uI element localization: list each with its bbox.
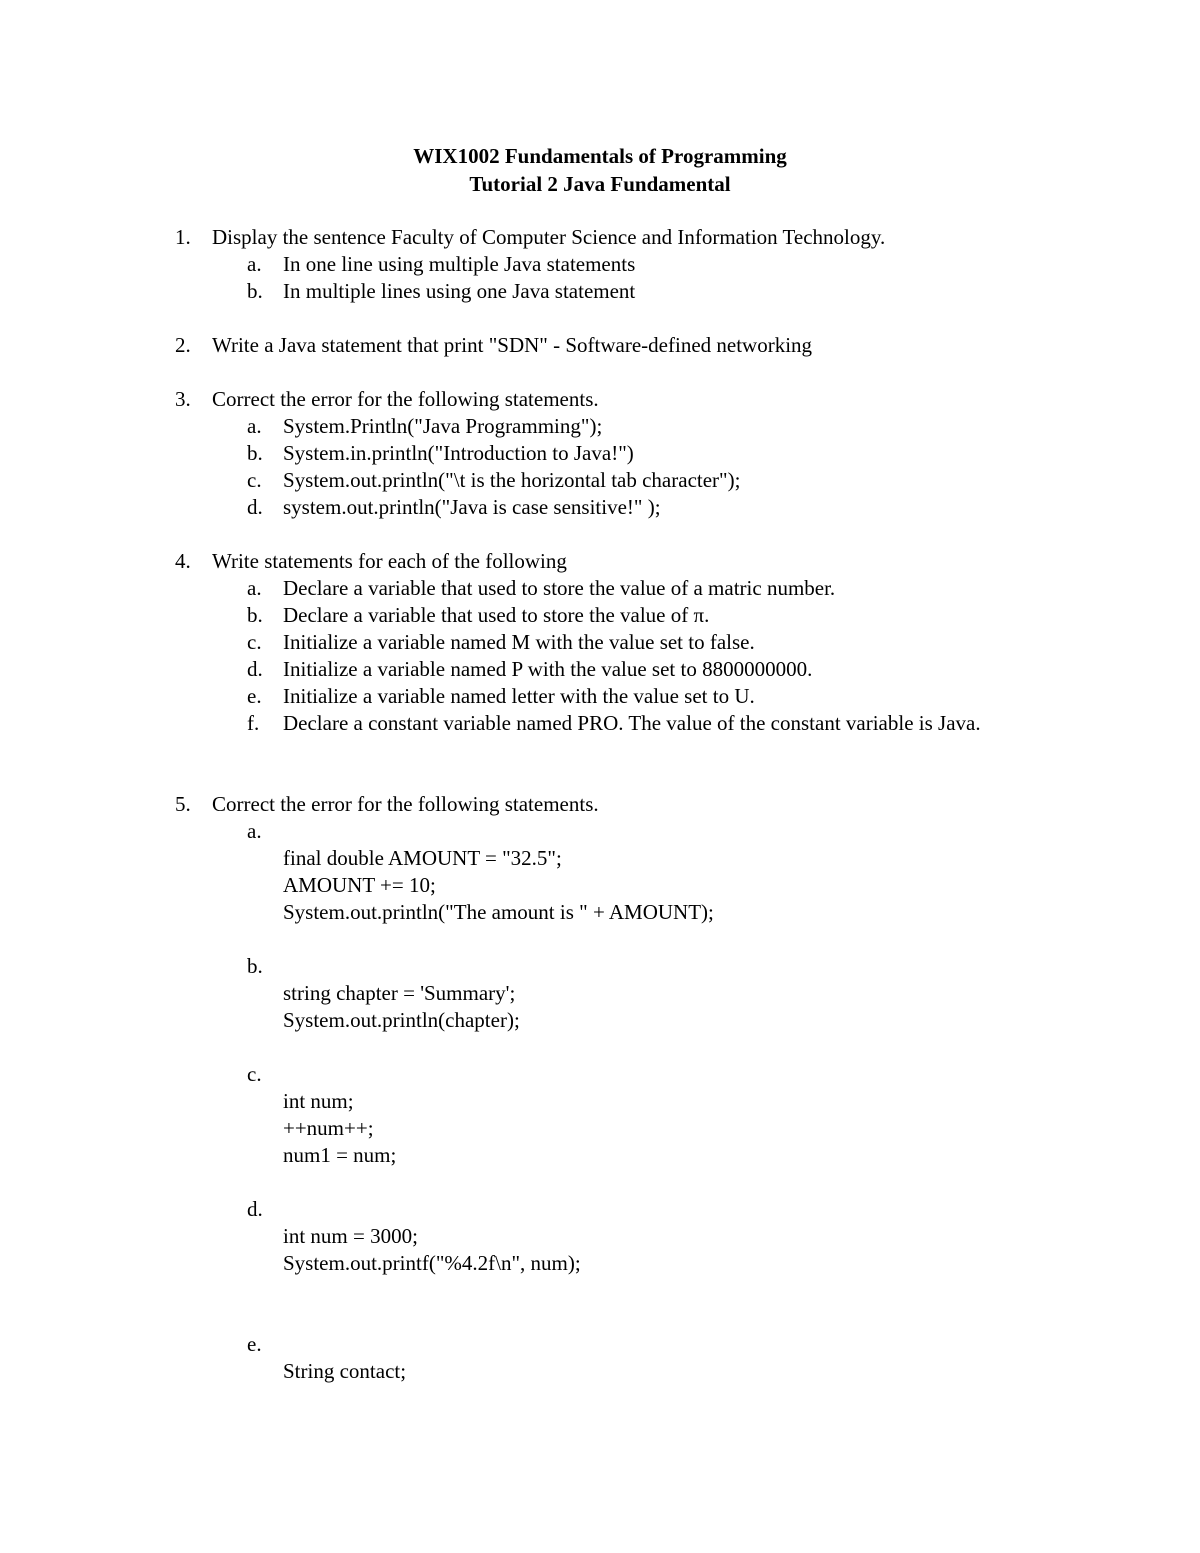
list-item (0, 278, 1200, 305)
item-letter: a. (247, 252, 262, 276)
question-number: 5. (175, 792, 191, 816)
list-item (0, 629, 1200, 656)
item-text: System.in.println("Introduction to Java!") (283, 441, 634, 465)
question-text: Correct the error for the following statements. (212, 792, 599, 816)
item-letter: b. (247, 441, 263, 465)
part-letter: d. (247, 1197, 263, 1221)
question-number: 3. (175, 387, 191, 411)
part-letter: b. (247, 954, 263, 978)
item-text: Initialize a variable named letter with the value set to U. (283, 684, 755, 708)
document-header (0, 142, 1200, 198)
question-number: 1. (175, 225, 191, 249)
item-text: Initialize a variable named M with the value set to false. (283, 630, 755, 654)
code-line: string chapter = 'Summary'; (283, 981, 516, 1005)
code-line: final double AMOUNT = "32.5"; (283, 846, 562, 870)
item-letter: b. (247, 603, 263, 627)
item-letter: a. (247, 414, 262, 438)
list-item (0, 440, 1200, 467)
item-letter: d. (247, 495, 263, 519)
question-number: 4. (175, 549, 191, 573)
code-line: String contact; (283, 1359, 407, 1383)
code-line: System.out.println(chapter); (283, 1008, 520, 1032)
list-item (0, 575, 1200, 602)
question-number: 2. (175, 333, 191, 357)
part-letter: a. (247, 819, 262, 843)
item-letter: f. (247, 711, 260, 735)
question-text: Write statements for each of the following (212, 549, 567, 573)
item-letter: d. (247, 657, 263, 681)
item-text: System.out.println("\t is the horizontal tab character"); (283, 468, 741, 492)
item-letter: c. (247, 468, 262, 492)
item-text: Declare a constant variable named PRO. The value of the constant variable is Java. (283, 711, 981, 735)
item-text: Declare a variable that used to store the value of π. (283, 603, 710, 627)
code-line: ++num++; (283, 1116, 374, 1140)
list-item (0, 251, 1200, 278)
tutorial-title: Tutorial 2 Java Fundamental (469, 172, 731, 196)
item-letter: c. (247, 630, 262, 654)
list-item (0, 467, 1200, 494)
list-item (0, 710, 1200, 764)
list-item (0, 683, 1200, 710)
part-letter: e. (247, 1332, 262, 1356)
item-letter: a. (247, 576, 262, 600)
list-item (0, 494, 1200, 521)
item-text: system.out.println("Java is case sensitive!" ); (283, 495, 661, 519)
code-line: int num = 3000; (283, 1224, 418, 1248)
question-text: Correct the error for the following statements. (212, 387, 599, 411)
item-text: In multiple lines using one Java statement (283, 279, 636, 303)
list-item (0, 656, 1200, 683)
item-letter: b. (247, 279, 263, 303)
part-letter: c. (247, 1062, 262, 1086)
question-text: Display the sentence Faculty of Computer Science and Information Technology. (212, 225, 886, 249)
code-line: AMOUNT += 10; (283, 873, 436, 897)
question-text: Write a Java statement that print "SDN" - Software-defined networking (212, 333, 813, 357)
item-text: Initialize a variable named P with the value set to 8800000000. (283, 657, 813, 681)
item-text: Declare a variable that used to store the value of a matric number. (283, 576, 836, 600)
code-line: num1 = num; (283, 1143, 397, 1167)
item-letter: e. (247, 684, 262, 708)
code-line: System.out.println("The amount is " + AMOUNT); (283, 900, 714, 924)
item-text: In one line using multiple Java statements (283, 252, 636, 276)
code-line: System.out.printf("%4.2f\n", num); (283, 1251, 581, 1275)
code-line: int num; (283, 1089, 354, 1113)
list-item (0, 602, 1200, 629)
item-text: System.Println("Java Programming"); (283, 414, 603, 438)
list-item (0, 413, 1200, 440)
course-title: WIX1002 Fundamentals of Programming (413, 144, 787, 168)
